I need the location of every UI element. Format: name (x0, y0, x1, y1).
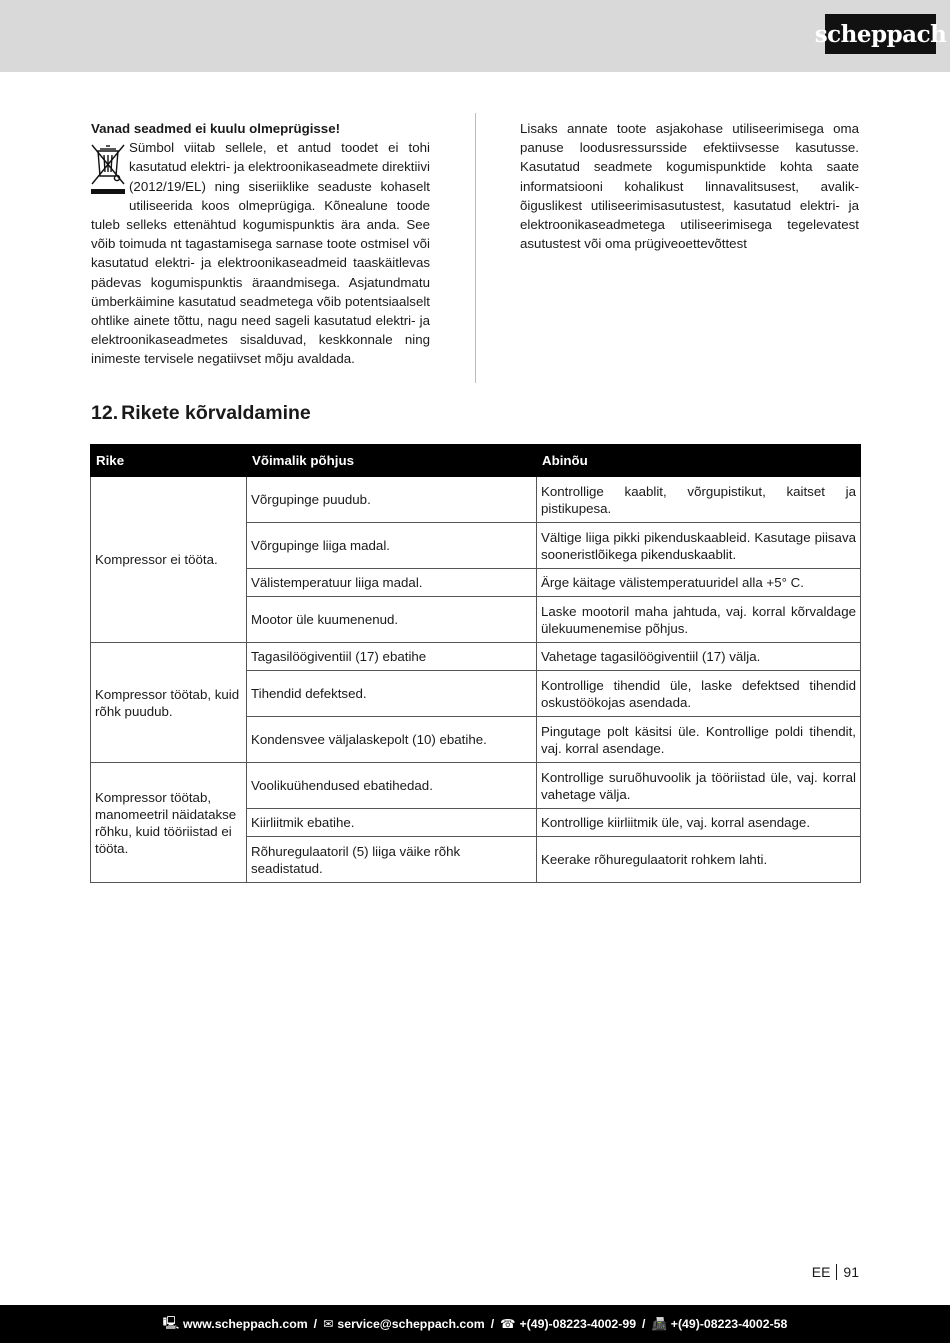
cause-cell: Võrgupinge puudub. (247, 477, 537, 523)
cause-cell: Võrgupinge liiga madal. (247, 523, 537, 569)
brand-logo: scheppach (825, 14, 936, 54)
footer-fax: +(49)-08223-4002-58 (670, 1317, 788, 1331)
cause-cell: Tagasilöögiventiil (17) ebatihe (247, 643, 537, 671)
remedy-cell: Kontrollige kiirliitmik üle, vaj. korral asendage. (537, 809, 861, 837)
remedy-cell: Ärge käitage välistemperatuuridel alla +5° C. (537, 569, 861, 597)
fault-cell: Kompressor töötab, manomeetril näidatakse rõhku, kuid tööriistad ei tööta. (91, 763, 247, 883)
table-row (91, 643, 861, 671)
fault-cell: Kompressor ei tööta. (91, 477, 247, 643)
header-band (0, 0, 950, 72)
remedy-cell: Kontrollige kaablit, võrgupistikut, kaitset ja pistikupesa. (537, 477, 861, 523)
troubleshooting-table (90, 444, 861, 883)
column-header-cause: Võimalik põhjus (247, 445, 537, 477)
page-number-value: 91 (843, 1264, 859, 1280)
remedy-cell: Kontrollige suruõhuvoolik ja tööriistad üle, vaj. korral vahetage välja. (537, 763, 861, 809)
remedy-cell: Vahetage tagasilöögiventiil (17) välja. (537, 643, 861, 671)
remedy-cell: Kontrollige tihendid üle, laske defektsed tihendid oskustöökojas asendada. (537, 671, 861, 717)
fax-icon: 📠 (651, 1316, 667, 1331)
footer-phone: +(49)-08223-4002-99 (519, 1317, 637, 1331)
weee-continuation: Lisaks annate toote asjakohase utiliseerimisega oma panuse loodusressursside efektiivsesse kasutusse. Kasutatud seadmete kogumispunktide kohta saate informatsiooni kohalikust linnavalitsusest, avalik-õiguslikest utiliseerimisasutustest, kasutatud elektri- ja elektroonikaseadmetega utiliseerimisega tegelevatest asutustest või oma prügiveoettevõttest (520, 121, 859, 252)
footer-separator: / (490, 1317, 495, 1331)
crossed-out-wheelie-bin-icon (89, 140, 127, 198)
footer-separator: / (313, 1317, 318, 1331)
table-row (91, 477, 861, 523)
page-number-divider (836, 1264, 837, 1280)
footer-contact-bar (0, 1305, 950, 1343)
footer-email[interactable]: service@scheppach.com (337, 1317, 485, 1331)
remedy-cell: Vältige liiga pikki pikenduskaableid. Kasutage piisava sooneristlõikega pikenduskaablit. (537, 523, 861, 569)
cause-cell: Mootor üle kuumenenud. (247, 597, 537, 643)
column-divider (475, 113, 476, 383)
mail-icon: ✉ (323, 1317, 334, 1331)
section-title-text: Rikete kõrvaldamine (121, 402, 311, 424)
remedy-cell: Keerake rõhuregulaatorit rohkem lahti. (537, 837, 861, 883)
remedy-cell: Pingutage polt käsitsi üle. Kontrollige poldi tihendit, vaj. korral asendage. (537, 717, 861, 763)
fault-cell: Kompressor töötab, kuid rõhk puudub. (91, 643, 247, 763)
weee-heading: Vanad seadmed ei kuulu olmeprügisse! (91, 121, 341, 136)
cause-cell: Välistemperatuur liiga madal. (247, 569, 537, 597)
table-row (91, 763, 861, 809)
computer-icon: 🖳 (162, 1315, 180, 1330)
cause-cell: Kondensvee väljalaskepolt (10) ebatihe. (247, 717, 537, 763)
column-header-fault: Rike (91, 445, 247, 477)
column-header-remedy: Abinõu (537, 445, 861, 477)
cause-cell: Kiirliitmik ebatihe. (247, 809, 537, 837)
footer-separator: / (642, 1317, 646, 1331)
cause-cell: Rõhuregulaatoril (5) liiga väike rõhk seadistatud. (247, 837, 537, 883)
section-title (91, 402, 311, 425)
remedy-cell: Laske mootoril maha jahtuda, vaj. korral kõrvaldage ülekuumenemise põhjus. (537, 597, 861, 643)
weee-notice (91, 119, 430, 369)
footer-website[interactable]: www.scheppach.com (183, 1317, 308, 1331)
weee-body: Sümbol viitab sellele, et antud toodet ei tohi kasutatud elektri- ja elektroonikaseadmete direktiivi (2012/19/EL) ning siseriiklike seaduste kohaselt utiliseerida koos olmeprügiga. Kõnealune toode tuleb selleks ettenähtud kogumispunktis ära anda. See võib toimuda nt tagastamisega sarnase toote ostmisel või kasutatud elektri- ja elektroonikaseadmeid taaskäitlevas pädevas kogumispunktis äraandmisega. Asjatundmatu ümberkäimine kasutatud seadmetega võib potentsiaalselt ohtlike ainete tõttu, nagu need sageli kasutatud elektri- ja elektroonikaseadmetes sisalduvad, keskkonnale ning inimeste tervisele negatiivset mõju avaldada. (91, 140, 430, 367)
phone-icon: ☎ (500, 1317, 516, 1331)
cause-cell: Voolikuühendused ebatihedad. (247, 763, 537, 809)
cause-cell: Tihendid defektsed. (247, 671, 537, 717)
table-header-row (91, 445, 861, 477)
page-number (812, 1264, 859, 1280)
section-number: 12. (91, 402, 119, 424)
language-code: EE (811, 1264, 831, 1280)
